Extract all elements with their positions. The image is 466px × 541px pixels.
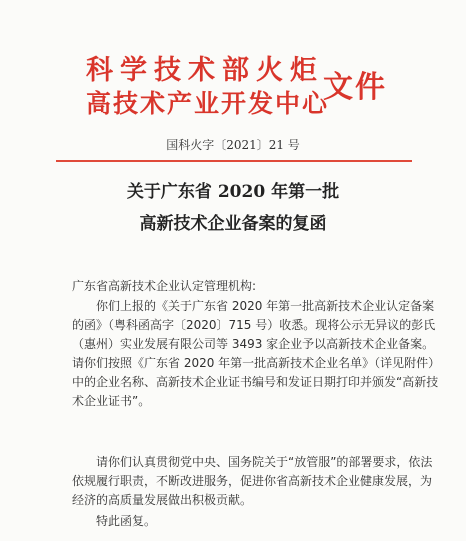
- salutation: [72, 277, 442, 296]
- paragraph-text: 请你们认真贯彻党中央、国务院关于“放管服”的部署要求，依法依规履行职责，不断改进服务，促进你省高新技术企业健康发展，为经济的高质量发展做出积极贡献。: [72, 455, 433, 507]
- document-title-line2: 高新技术企业备案的复函: [139, 214, 327, 234]
- document-title-line1: 关于广东省 2020 年第一批: [126, 182, 340, 202]
- salutation-text: 广东省高新技术企业认定管理机构:: [72, 279, 257, 293]
- body-paragraph-2: [72, 453, 442, 510]
- issuer-name-line1: 科学技术部火炬: [86, 55, 324, 86]
- document-header: [0, 0, 466, 160]
- paragraph-text: 你们上报的《关于广东省 2020 年第一批高新技术企业认定备案的函》（粤科函高字〔2020〕715 号）收悉。现将公示无异议的彭氏（惠州）实业发展有限公司等 3493 家企业予以高新技术企业备案。请你们按照《广东省 2020 年第一批高新技术企业名单》（详见附件）中的企业名称、高新技术企业证书编号和发证日期打印并颁发“高新技术企业证书”。: [72, 299, 441, 408]
- document-number: 国科火字〔2021〕21 号: [166, 138, 300, 152]
- closing-remark: [72, 512, 442, 531]
- body-paragraph-1: [72, 297, 442, 411]
- closing-text: 特此函复。: [96, 514, 157, 528]
- document-type-label: 文件: [323, 70, 387, 105]
- issuer-name-line2: 高技术产业开发中心: [86, 89, 330, 118]
- red-divider-line: [56, 160, 412, 162]
